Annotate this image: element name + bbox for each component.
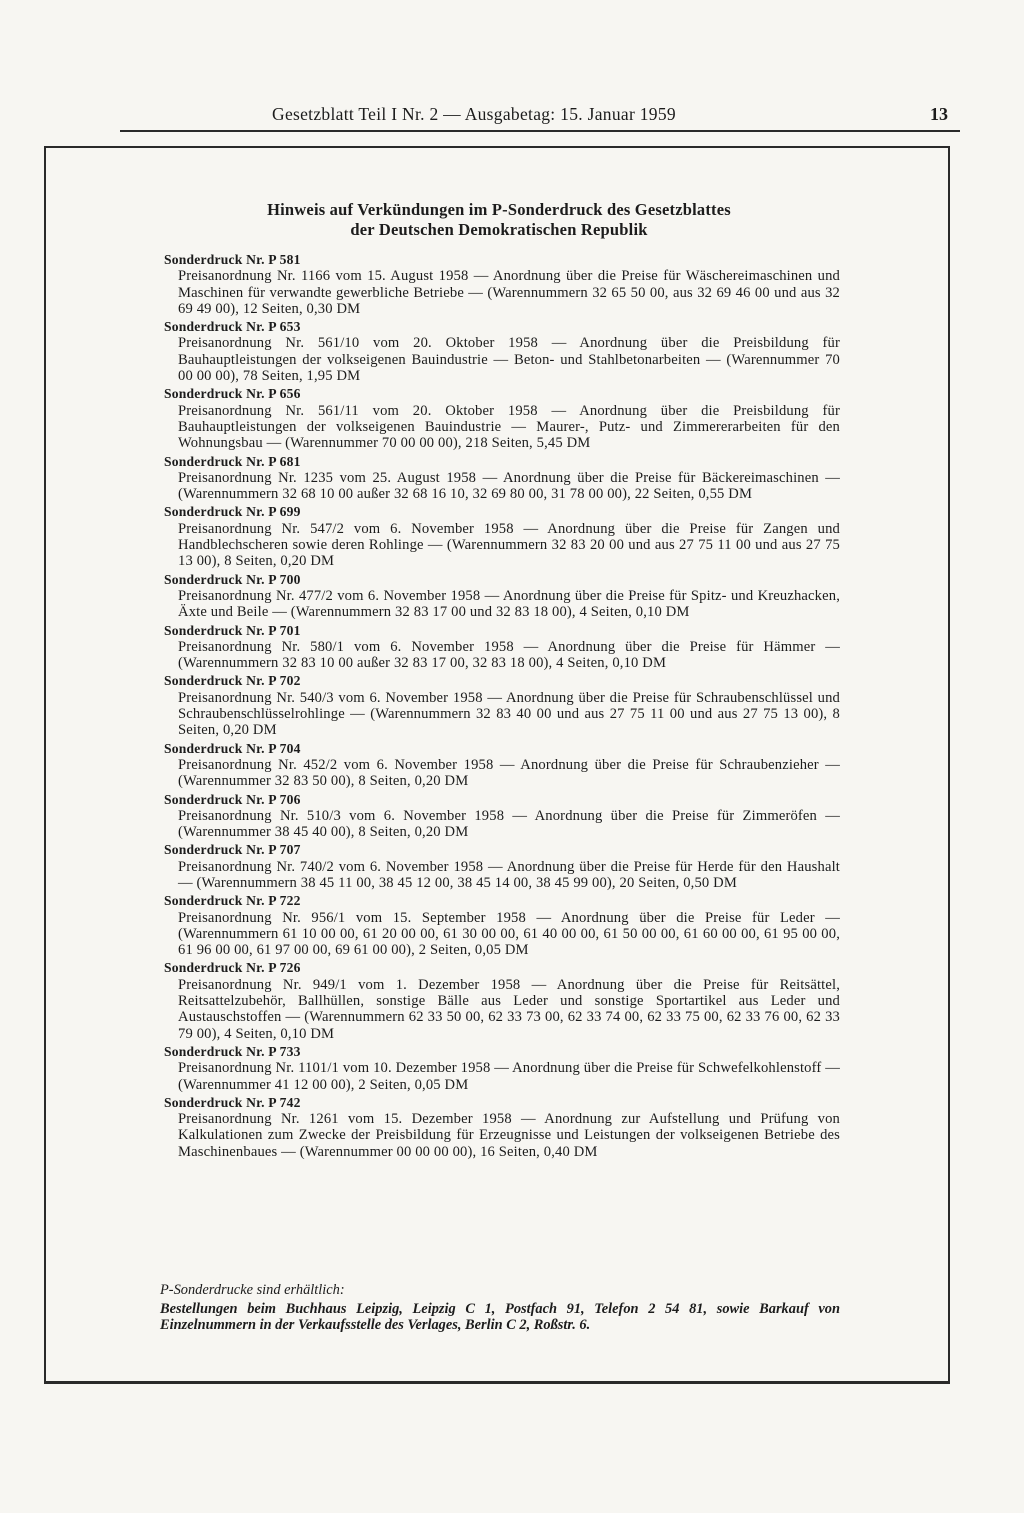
page-header xyxy=(120,104,960,130)
entry-text: Preisanordnung Nr. 510/3 vom 6. November 1958 — Anordnung über die Preise für Zimmeröfen — (Warennummer 38 45 40 00), 8 Seiten, 0,20 DM xyxy=(178,807,840,841)
notice-box xyxy=(44,146,950,1384)
entry-text: Preisanordnung Nr. 561/11 vom 20. Oktober 1958 — Anordnung über die Preisbildung für Bauhauptleistungen der volkseigenen Bauindustrie — Maurer-, Putz- und Zimmererarbeiten für den Wohnungsbau — (Warennummer 70 00 00 00), 218 Seiten, 5,45 DM xyxy=(178,402,840,452)
list-item xyxy=(164,842,840,891)
entry-heading: Sonderdruck Nr. P 699 xyxy=(164,504,301,520)
list-item xyxy=(164,893,840,958)
entry-heading: Sonderdruck Nr. P 702 xyxy=(164,673,301,689)
entry-text: Preisanordnung Nr. 1261 vom 15. Dezember 1958 — Anordnung zur Aufstellung und Prüfung von Kalkulationen zum Zwecke der Preisbildung für Erzeugnisse und Leistungen der volkseigenen Betriebe des Maschinenbaues — (Warennummer 00 00 00 00), 16 Seiten, 0,40 DM xyxy=(178,1111,840,1160)
entry-text: Preisanordnung Nr. 561/10 vom 20. Oktober 1958 — Anordnung über die Preisbildung für Bauhauptleistungen der volkseigenen Bauindustrie — Beton- und Stahlbetonarbeiten — (Warennummer 70 00 00 00), 78 Seiten, 1,95 DM xyxy=(178,335,840,385)
entry-text: Preisanordnung Nr. 1235 vom 25. August 1958 — Anordnung über die Preise für Bäckereimaschinen — (Warennummern 32 68 10 00 außer 32 68 16 10, 32 69 80 00, 31 78 00 00), 22 Seiten, 0,55 DM xyxy=(178,469,840,503)
list-item xyxy=(164,1044,840,1093)
entry-heading: Sonderdruck Nr. P 656 xyxy=(164,386,301,402)
page-number: 13 xyxy=(930,104,948,124)
header-title: Gesetzblatt Teil I Nr. 2 — Ausgabetag: 15. Januar 1959 xyxy=(272,104,676,124)
entry-heading: Sonderdruck Nr. P 704 xyxy=(164,740,301,756)
list-item xyxy=(164,741,840,790)
list-item xyxy=(164,252,840,317)
entry-text: Preisanordnung Nr. 1166 vom 15. August 1958 — Anordnung über die Preise für Wäschereimaschinen und Maschinen für verwandte gewerbliche Betriebe — (Warennummern 32 65 50 00, aus 32 69 46 00 und aus 32 69 49 00), 12 Seiten, 0,30 DM xyxy=(178,268,840,317)
entry-heading: Sonderdruck Nr. P 707 xyxy=(164,842,301,858)
entry-list xyxy=(164,252,840,1162)
list-item xyxy=(164,1095,840,1160)
entry-text: Preisanordnung Nr. 452/2 vom 6. November 1958 — Anordnung über die Preise für Schraubenzieher — (Warennummer 32 83 50 00), 8 Seiten, 0,20 DM xyxy=(178,756,840,790)
list-item xyxy=(164,792,840,841)
ordering-info-text: Bestellungen beim Buchhaus Leipzig, Leipzig C 1, Postfach 91, Telefon 2 54 81, sowie Barkauf von Einzelnummern in der Verkaufsstelle des Verlages, Berlin C 2, Roßstr. 6. xyxy=(160,1300,840,1333)
entry-heading: Sonderdruck Nr. P 722 xyxy=(164,893,301,909)
ordering-info-lead: P-Sonderdrucke sind erhältlich: xyxy=(160,1282,345,1298)
entry-heading: Sonderdruck Nr. P 700 xyxy=(164,571,301,587)
entry-heading: Sonderdruck Nr. P 653 xyxy=(164,319,301,335)
entry-text: Preisanordnung Nr. 580/1 vom 6. November 1958 — Anordnung über die Preise für Hämmer — (Warennummern 32 83 10 00 außer 32 83 17 00, 32 83 18 00), 4 Seiten, 0,10 DM xyxy=(178,638,840,672)
entry-text: Preisanordnung Nr. 956/1 vom 15. September 1958 — Anordnung über die Preise für Leder — (Warennummern 61 10 00 00, 61 20 00 00, 61 30 00 00, 61 40 00 00, 61 50 00 00, 61 60 00 00, 61 95 00 00, 61 96 00 00, 61 97 00 00, 69 61 00 00), 2 Seiten, 0,05 DM xyxy=(178,909,840,959)
header-rule xyxy=(120,130,960,132)
list-item xyxy=(164,572,840,621)
entry-heading: Sonderdruck Nr. P 701 xyxy=(164,622,301,638)
list-item xyxy=(164,623,840,672)
entry-text: Preisanordnung Nr. 949/1 vom 1. Dezember 1958 — Anordnung über die Preise für Reitsättel, Reitsattelzubehör, Ballhüllen, sonstige Bälle aus Leder und sonstige Sportartikel aus Leder und Austauschstoffen — (Warennummern 62 33 50 00, 62 33 73 00, 62 33 74 00, 62 33 75 00, 62 33 76 00, 62 33 79 00), 4 Seiten, 0,10 DM xyxy=(178,976,840,1042)
list-item xyxy=(164,386,840,451)
entry-text: Preisanordnung Nr. 740/2 vom 6. November 1958 — Anordnung über die Preise für Herde für den Haushalt — (Warennummern 38 45 11 00, 38 45 12 00, 38 45 14 00, 38 45 99 00), 20 Seiten, 0,50 DM xyxy=(178,858,840,891)
entry-text: Preisanordnung Nr. 1101/1 vom 10. Dezember 1958 — Anordnung über die Preise für Schwefelkohlenstoff — (Warennummer 41 12 00 00), 2 Seiten, 0,05 DM xyxy=(178,1060,840,1093)
entry-heading: Sonderdruck Nr. P 706 xyxy=(164,791,301,807)
notice-title xyxy=(46,200,952,240)
entry-heading: Sonderdruck Nr. P 581 xyxy=(164,252,301,267)
list-item xyxy=(164,960,840,1041)
entry-text: Preisanordnung Nr. 540/3 vom 6. November 1958 — Anordnung über die Preise für Schraubenschlüssel und Schraubenschlüsselrohlinge — (Warennummern 32 83 40 00 und aus 27 75 11 00 und aus 27 75 13 00), 8 Seiten, 0,20 DM xyxy=(178,689,840,739)
ordering-info xyxy=(160,1282,840,1334)
entry-heading: Sonderdruck Nr. P 742 xyxy=(164,1094,301,1110)
list-item xyxy=(164,454,840,503)
list-item xyxy=(164,319,840,384)
entry-text: Preisanordnung Nr. 547/2 vom 6. November 1958 — Anordnung über die Preise für Zangen und Handblechscheren sowie deren Rohlinge — (Warennummern 32 83 20 00 und aus 27 75 11 00 und aus 27 75 13 00), 8 Seiten, 0,20 DM xyxy=(178,520,840,570)
entry-heading: Sonderdruck Nr. P 726 xyxy=(164,960,301,976)
notice-title-line-1: Hinweis auf Verkündungen im P-Sonderdruck des Gesetzblattes xyxy=(267,200,731,219)
entry-heading: Sonderdruck Nr. P 681 xyxy=(164,453,301,469)
entry-text: Preisanordnung Nr. 477/2 vom 6. November 1958 — Anordnung über die Preise für Spitz- und Kreuzhacken, Äxte und Beile — (Warennummern 32 83 17 00 und 32 83 18 00), 4 Seiten, 0,10 DM xyxy=(178,587,840,621)
entry-heading: Sonderdruck Nr. P 733 xyxy=(164,1043,301,1059)
list-item xyxy=(164,673,840,738)
notice-title-line-2: der Deutschen Demokratischen Republik xyxy=(350,220,648,239)
list-item xyxy=(164,504,840,569)
